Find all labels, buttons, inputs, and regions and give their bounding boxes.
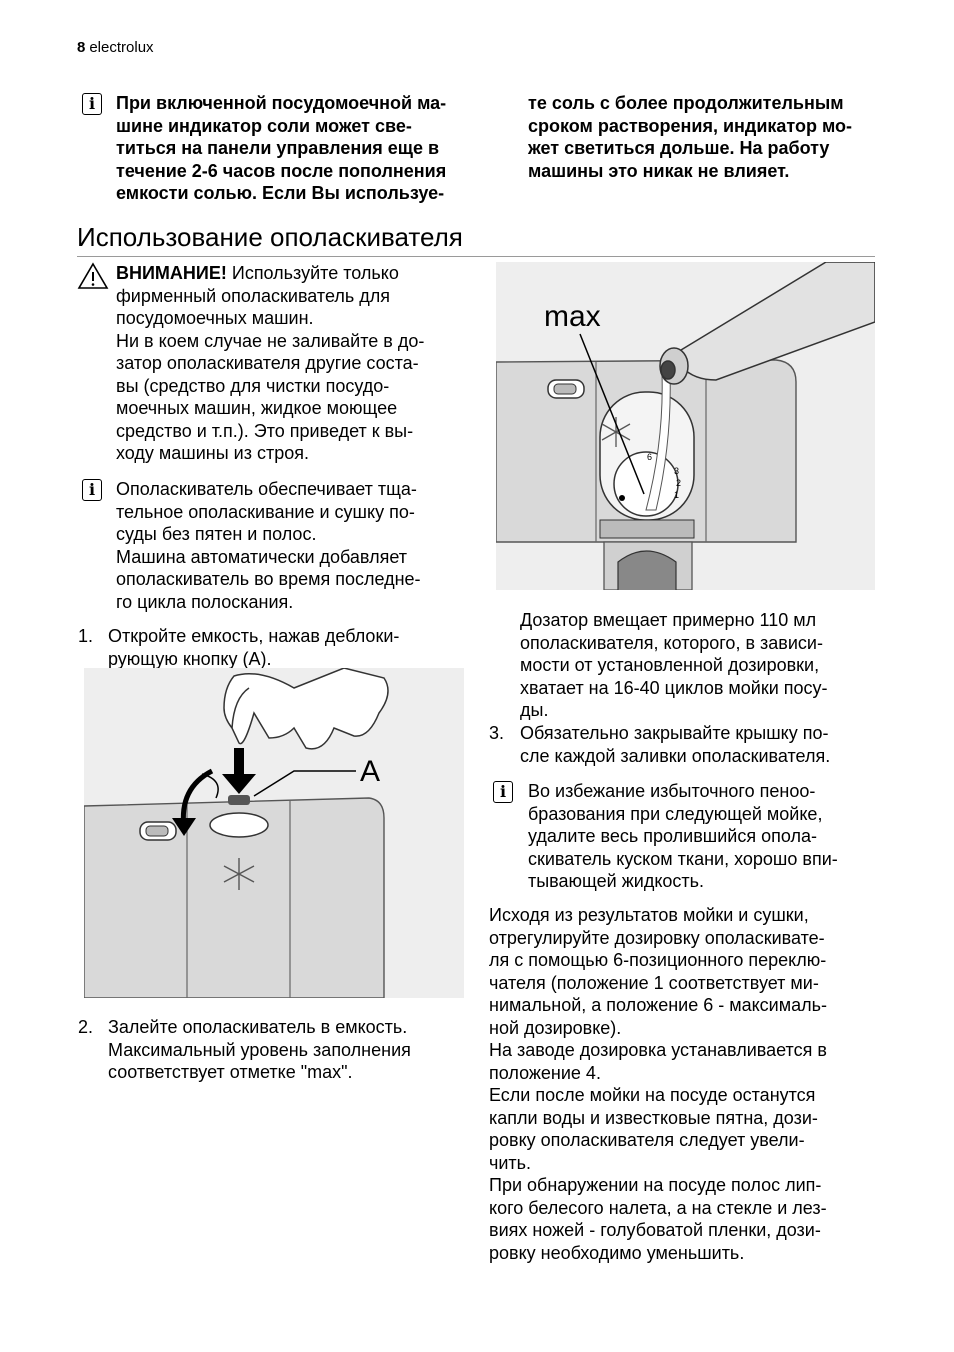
- top-note-left: [116, 92, 446, 205]
- text-line: Исходя из результатов мойки и сушки,: [489, 905, 809, 925]
- text-line: Ни в коем случае не заливайте в до-: [116, 330, 425, 351]
- info-rinse-text: [116, 478, 421, 613]
- dosage-dial: [614, 452, 678, 516]
- figure-open-lid-drawing: [84, 668, 464, 998]
- dispenser-lid: [210, 813, 268, 837]
- text-line: виях ножей - голубоватой пленки, дози-: [489, 1220, 821, 1240]
- text-line: Если после мойки на посуде останутся: [489, 1085, 816, 1105]
- text-line: ходу машины из строя.: [116, 443, 309, 463]
- text-line: бразования при следующей мойке,: [528, 803, 823, 824]
- figure-open-lid: [84, 668, 464, 998]
- text-line: моечных машин, жидкое моющее: [116, 398, 398, 418]
- text-line: посудомоечных машин.: [116, 308, 314, 328]
- text-line: мости от установленной дозировки,: [520, 655, 820, 675]
- text-line: капли воды и известковые пятна, дози-: [489, 1107, 818, 1128]
- text-line: Откройте емкость, нажав деблоки-: [108, 626, 400, 646]
- step-2-text: [108, 1016, 411, 1084]
- step-3-number: 3.: [489, 723, 505, 743]
- text-line: течение 2-6 часов после пополнения: [116, 160, 447, 181]
- text-line: Ополаскиватель обеспечивает тща-: [116, 479, 417, 499]
- capacity-text: [520, 609, 828, 722]
- text-line: ополаскиватель во время последне-: [116, 569, 421, 589]
- text-line: При обнаружении на посуде полос лип-: [489, 1175, 822, 1195]
- text-line: жет светиться дольше. На работу: [528, 138, 830, 158]
- info-icon: i: [493, 781, 513, 803]
- text-line: удалите весь пролившийся опола-: [528, 826, 817, 846]
- top-note-right: [528, 92, 852, 182]
- text-line: Используйте только: [226, 263, 399, 283]
- text-line: чателя (положение 1 соответствует ми-: [489, 972, 819, 993]
- text-line: средство и т.п.). Это приведет к вы-: [116, 420, 414, 441]
- text-line: ды.: [520, 700, 549, 720]
- dial-mark: 2: [676, 478, 682, 488]
- text-line: нимальной, а положение 6 - максималь-: [489, 995, 828, 1015]
- info-icon: i: [82, 93, 102, 115]
- text-line: хватает на 16-40 циклов мойки посу-: [520, 677, 828, 698]
- release-button: [228, 795, 250, 805]
- info-foam-text: [528, 780, 838, 893]
- step-3-text: [520, 722, 830, 767]
- text-line: При включенной посудомоечной ма-: [116, 93, 447, 113]
- text-line: вы (средство для чистки посудо-: [116, 375, 390, 396]
- text-line: Максимальный уровень заполнения: [108, 1039, 411, 1060]
- text-line: положение 4.: [489, 1062, 601, 1083]
- text-line: скиватель куском ткани, хорошо впи-: [528, 848, 838, 869]
- section-title: Использование ополаскивателя: [77, 222, 463, 252]
- text-line: суды без пятен и полос.: [116, 524, 317, 544]
- text-line: соответствует отметке "max".: [108, 1062, 353, 1082]
- text-line: ля с помощью 6-позиционного переклю-: [489, 950, 827, 970]
- text-line: шине индикатор соли может све-: [116, 115, 412, 136]
- brand-name: electrolux: [89, 39, 154, 56]
- section-divider: [77, 256, 875, 257]
- dial-mark: 3: [674, 466, 680, 476]
- text-line: рующую кнопку (A).: [108, 648, 272, 669]
- text-line: те соль с более продолжительным: [528, 93, 844, 113]
- text-line: ровку ополаскивателя следует увели-: [489, 1130, 805, 1150]
- text-line: Залейте ополаскиватель в емкость.: [108, 1017, 408, 1037]
- label-max: max: [544, 300, 601, 333]
- text-line: Дозатор вмещает примерно 110 мл: [520, 610, 817, 630]
- text-line: фирменный ополаскиватель для: [116, 285, 391, 306]
- text-line: емкости солью. Если Вы используе-: [116, 183, 445, 203]
- text-line: ровку необходимо уменьшить.: [489, 1242, 745, 1263]
- warning-triangle-icon: [77, 262, 109, 290]
- warning-label: ВНИМАНИЕ!: [116, 263, 227, 283]
- figure-fill-max: [496, 262, 875, 590]
- dial-mark: 1: [674, 490, 680, 500]
- text-line: отрегулируйте дозировку ополаскивате-: [489, 927, 825, 948]
- page-number: 8: [77, 39, 86, 56]
- text-line: ной дозировке).: [489, 1017, 622, 1038]
- hand-drawing: [224, 668, 388, 749]
- text-line: затор ополаскивателя другие соста-: [116, 353, 419, 373]
- text-line: машины это никак не влияет.: [528, 160, 790, 181]
- text-line: титься на панели управления еще в: [116, 138, 440, 158]
- adjust-text: [489, 904, 827, 1264]
- text-line: На заводе дозировка устанавливается в: [489, 1040, 827, 1060]
- text-line: го цикла полоскания.: [116, 591, 294, 612]
- step-2-number: 2.: [78, 1017, 94, 1037]
- press-arrow: [222, 774, 256, 794]
- warning-text: [116, 262, 424, 465]
- text-line: сроком растворения, индикатор мо-: [528, 115, 853, 136]
- text-line: Машина автоматически добавляет: [116, 546, 407, 567]
- text-line: Во избежание избыточного пеноо-: [528, 781, 816, 801]
- page-header: [77, 39, 154, 56]
- text-line: тельное ополаскивание и сушку по-: [116, 501, 415, 522]
- text-line: кого белесого налета, а на стекле и лез-: [489, 1197, 827, 1218]
- info-icon: i: [82, 479, 102, 501]
- dial-mark: 6: [647, 452, 653, 462]
- step-1-text: [108, 625, 399, 670]
- text-line: Обязательно закрывайте крышку по-: [520, 723, 829, 743]
- text-line: сле каждой заливки ополаскивателя.: [520, 745, 831, 766]
- text-line: ополаскивателя, которого, в зависи-: [520, 632, 823, 653]
- figure-fill-max-drawing: [496, 262, 875, 590]
- text-line: чить.: [489, 1152, 532, 1173]
- label-a: A: [360, 755, 381, 788]
- step-1-number: 1.: [78, 626, 94, 646]
- text-line: тывающей жидкость.: [528, 871, 705, 891]
